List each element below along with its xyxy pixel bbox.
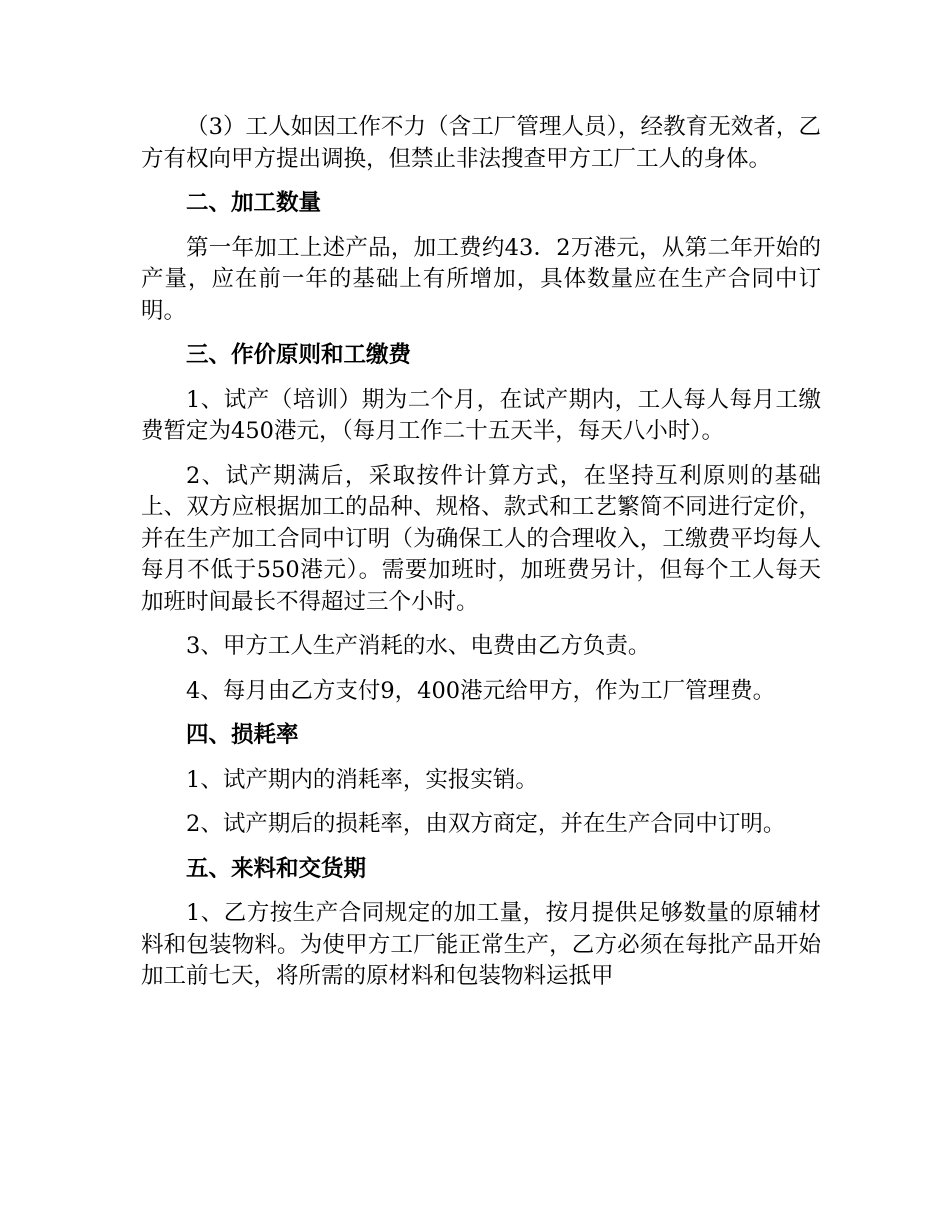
section-heading-loss-rate: 四、损耗率 <box>186 722 299 748</box>
pricing-item-3: 3、甲方工人生产消耗的水、电费由乙方负责。 <box>186 633 651 659</box>
loss-rate-item-2: 2、试产期后的损耗率，由双方商定，并在生产合同中订明。 <box>186 811 786 837</box>
loss-rate-item-1: 1、试产期内的消耗率，实报实销。 <box>186 766 538 793</box>
clause-3-worker-replacement: （3）工人如因工作不力（含工厂管理人员），经教育无效者，乙方有权向甲方提出调换，但禁止非法搜查甲方工厂工人的身体。 <box>141 114 821 172</box>
pricing-item-2: 2、试产期满后，采取按件计算方式，在坚持互利原则的基础上、双方应根据加工的品种、规格、款式和工艺繁简不同进行定价，并在生产加工合同中订明（为确保工人的合理收入，工缴费平均每人每月不低于550港元）。需要加班时，加班费另计，但每个工人每天加班时间最长不得超过三个小时。 <box>141 462 821 615</box>
document-page <box>141 112 821 1006</box>
pricing-item-4: 4、每月由乙方支付9，400港元给甲方，作为工厂管理费。 <box>186 677 776 704</box>
section-heading-pricing-principles: 三、作价原则和工缴费 <box>186 342 412 368</box>
section-heading-processing-quantity: 二、加工数量 <box>186 190 322 216</box>
pricing-item-1: 1、试产（培训）期为二个月，在试产期内，工人每人每月工缴费暂定为450港元，（每月工作二十五天半，每天八小时）。 <box>141 386 821 444</box>
materials-delivery-item-1: 1、乙方按生产合同规定的加工量，按月提供足够数量的原辅材料和包装物料。为使甲方工厂能正常生产，乙方必须在每批产品开始加工前七天，将所需的原材料和包装物料运抵甲 <box>141 900 821 989</box>
processing-quantity-paragraph: 第一年加工上述产品，加工费约43．2万港元，从第二年开始的产量，应在前一年的基础上有所增加，具体数量应在生产合同中订明。 <box>141 234 821 324</box>
section-heading-materials-delivery: 五、来料和交货期 <box>186 855 367 882</box>
